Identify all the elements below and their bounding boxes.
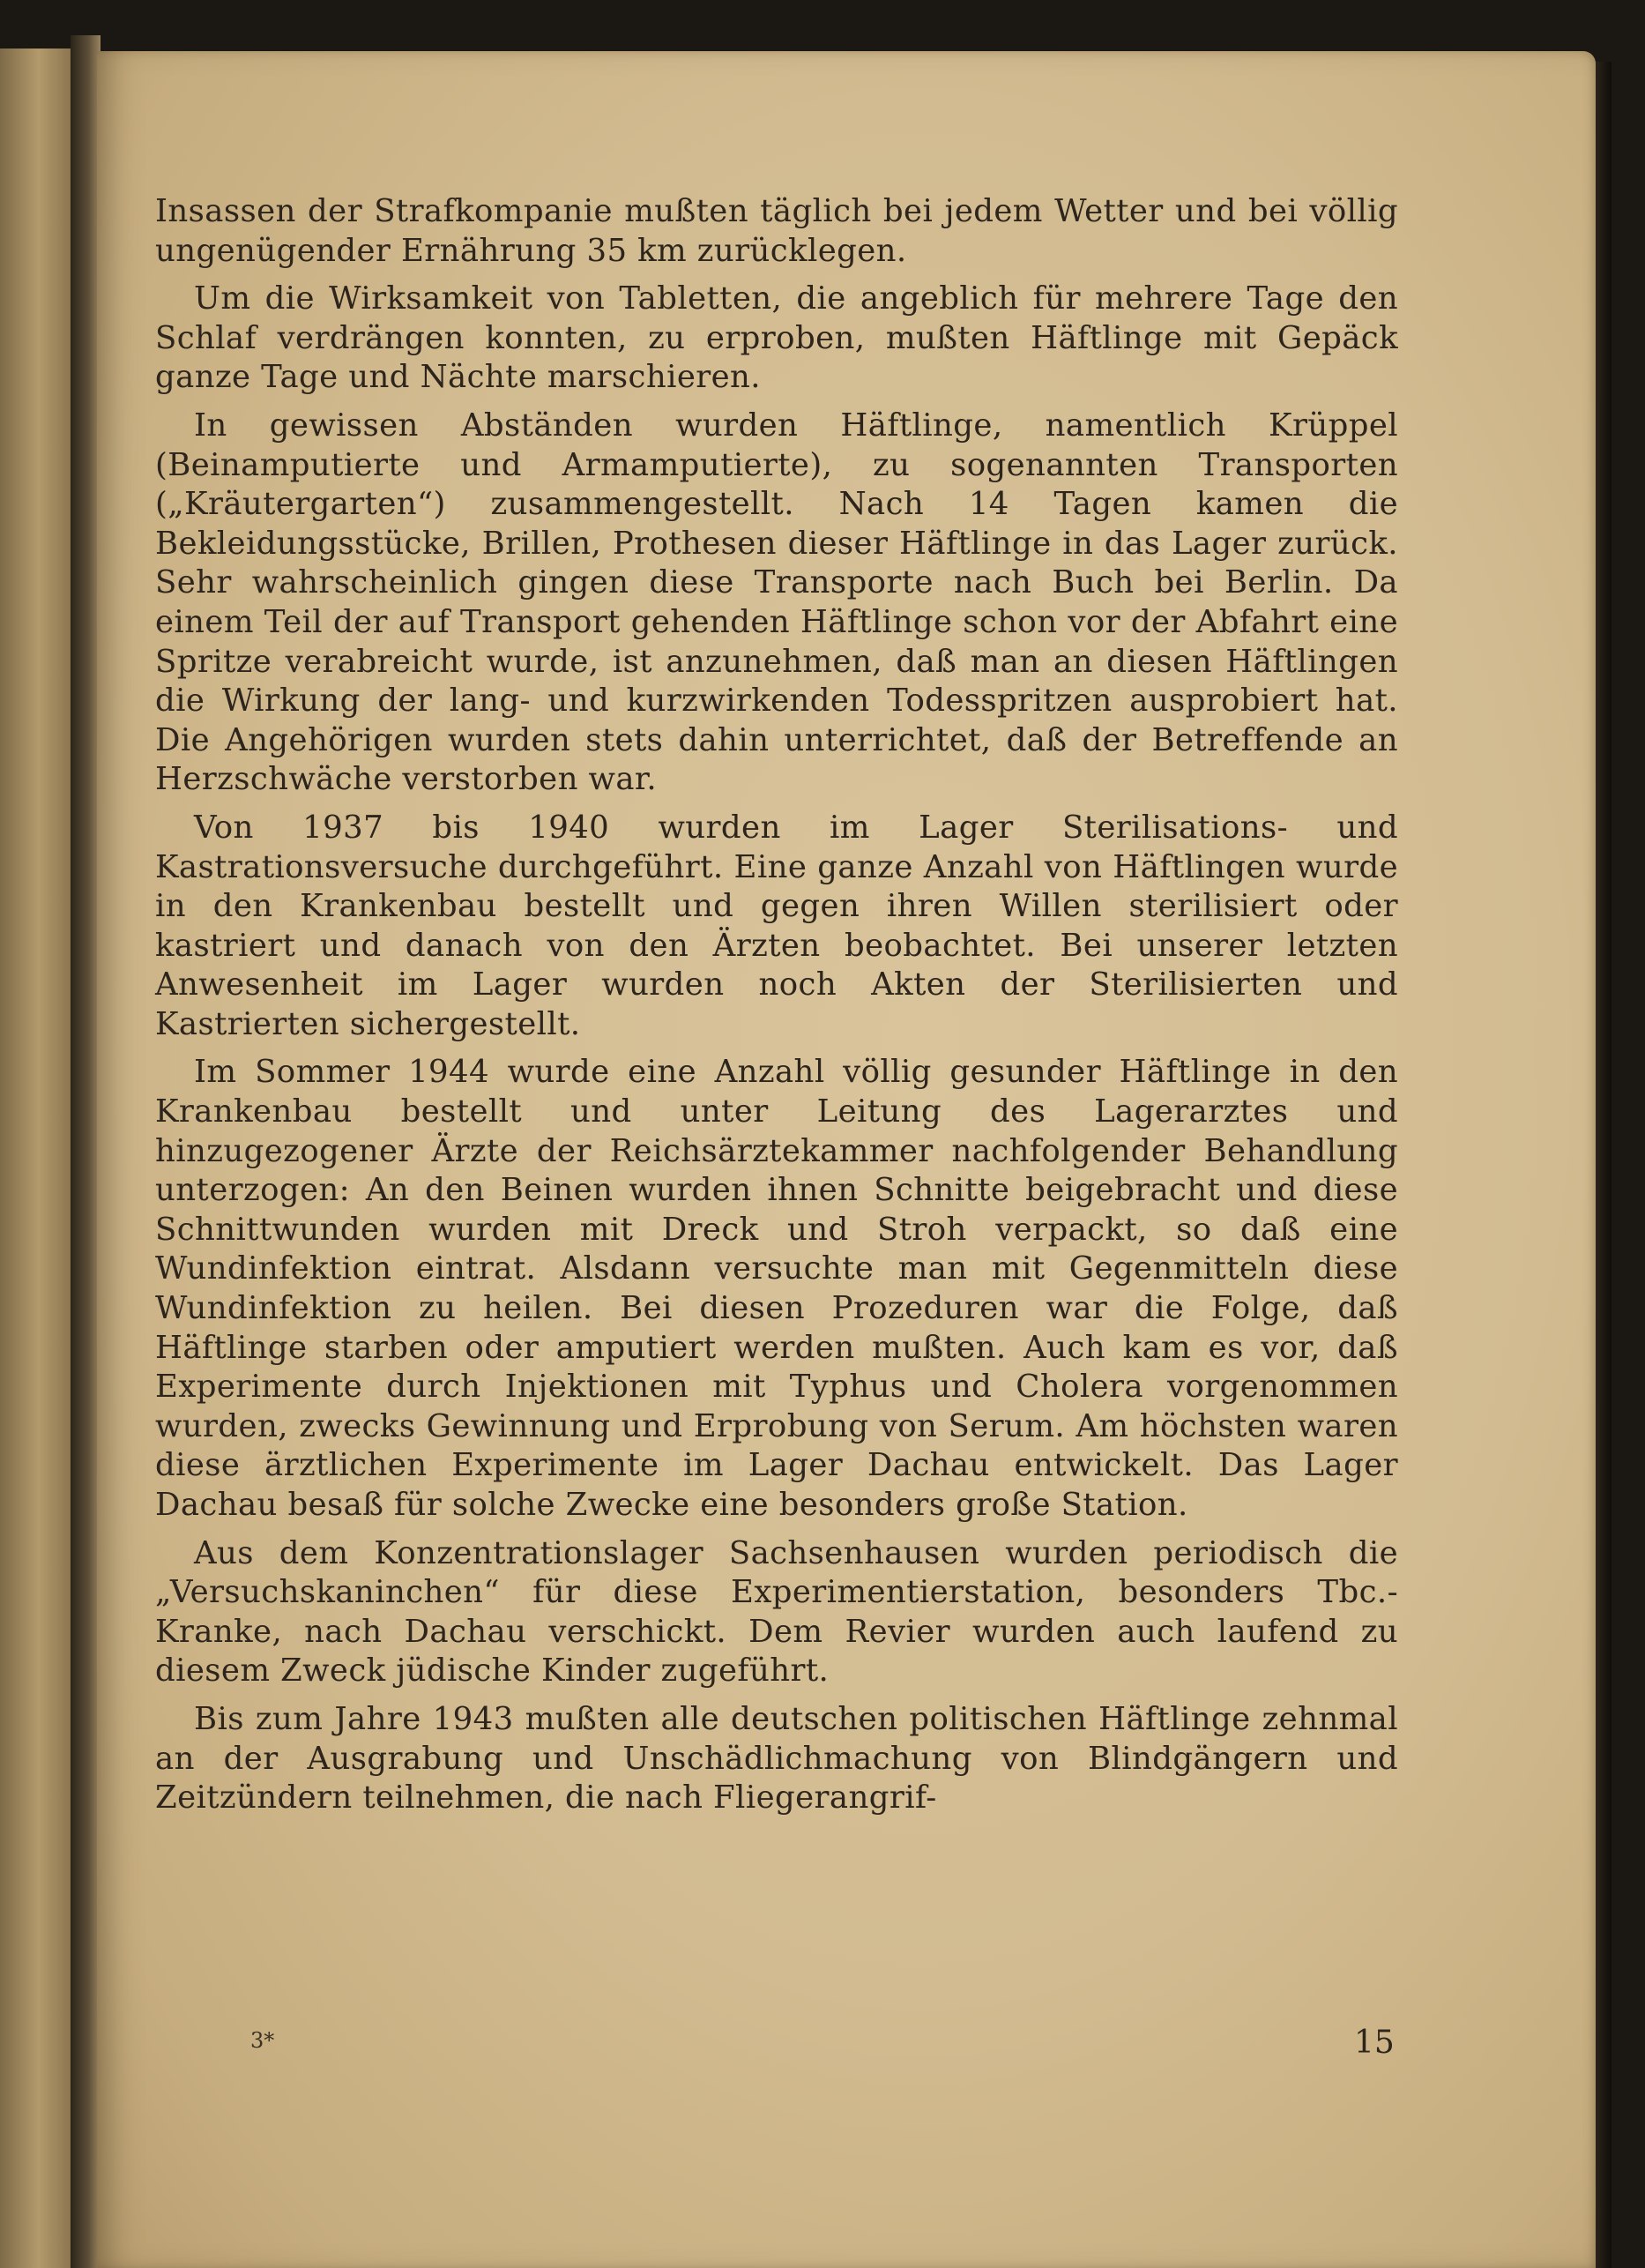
signature-mark: 3* [250,2028,275,2053]
paragraph-1: Insassen der Strafkompanie mußten täglich bei jedem Wetter und bei völlig ungenügender Ernährung 35 km zurücklegen. [155,193,1398,269]
book-gutter [71,35,100,2268]
previous-page-edge [0,48,71,2268]
body-text [155,192,1398,1827]
paragraph-6: Aus dem Konzentrationslager Sachsenhausen wurden periodisch die „Versuchskaninchen“ für diese Experimentierstation, besonders Tbc.-Kranke, nach Dachau verschickt. Dem Revier wurden auch laufend zu diesem Zweck jüdische Kinder zugeführt. [155,1534,1398,1690]
paragraph-2: Um die Wirksamkeit von Tabletten, die angeblich für mehrere Tage den Schlaf verdrängen konnten, zu erproben, mußten Häftlinge mit Gepäck ganze Tage und Nächte marschieren. [155,280,1398,396]
page-right-edge [1596,62,1612,2268]
paragraph-7: Bis zum Jahre 1943 mußten alle deutschen politischen Häftlinge zehnmal an der Ausgrabung und Unschädlichmachung von Blindgängern und Zeitzündern teilnehmen, die nach Fliegerangrif- [155,1700,1398,1817]
paragraph-4: Von 1937 bis 1940 wurden im Lager Sterilisations- und Kastrationsversuche durchgeführt. Eine ganze Anzahl von Häftlingen wurde in den Krankenbau bestellt und gegen ihren Willen sterilisiert oder kastriert und danach von den Ärzten beobachtet. Bei unserer letzten Anwesenheit im Lager wurden noch Akten der Sterilisierten und Kastrierten sichergestellt. [155,809,1398,1042]
paragraph-3: In gewissen Abständen wurden Häftlinge, namentlich Krüppel (Beinamputierte und Armamputierte), zu sogenannten Transporten („Kräutergarten“) zusammengestellt. Nach 14 Tagen kamen die Bekleidungsstücke, Brillen, Prothesen dieser Häftlinge in das Lager zurück. Sehr wahrscheinlich gingen diese Transporte nach Buch bei Berlin. Da einem Teil der auf Transport gehenden Häftlinge schon vor der Abfahrt eine Spritze verabreicht wurde, ist anzunehmen, daß man an diesen Häftlingen die Wirkung der lang- und kurzwirkenden Todesspritzen ausprobiert hat. Die Angehörigen wurden stets dahin unterrichtet, daß der Betreffende an Herzschwäche verstorben war. [155,407,1398,798]
page-number: 15 [1354,2025,1395,2061]
paragraph-5: Im Sommer 1944 wurde eine Anzahl völlig gesunder Häftlinge in den Krankenbau bestellt und unter Leitung des Lagerarztes und hinzugezogener Ärzte der Reichsärztekammer nachfolgender Behandlung unterzogen: An den Beinen wurden ihnen Schnitte beigebracht und diese Schnittwunden wurden mit Dreck und Stroh verpackt, so daß eine Wundinfektion eintrat. Alsdann versuchte man mit Gegenmitteln diese Wundinfektion zu heilen. Bei diesen Prozeduren war die Folge, daß Häftlinge starben oder amputiert werden mußten. Auch kam es vor, daß Experimente durch Injektionen mit Typhus und Cholera vorgenommen wurden, zwecks Gewinnung und Erprobung von Serum. Am höchsten waren diese ärztlichen Experimente im Lager Dachau entwickelt. Das Lager Dachau besaß für solche Zwecke eine besonders große Station. [155,1054,1398,1523]
